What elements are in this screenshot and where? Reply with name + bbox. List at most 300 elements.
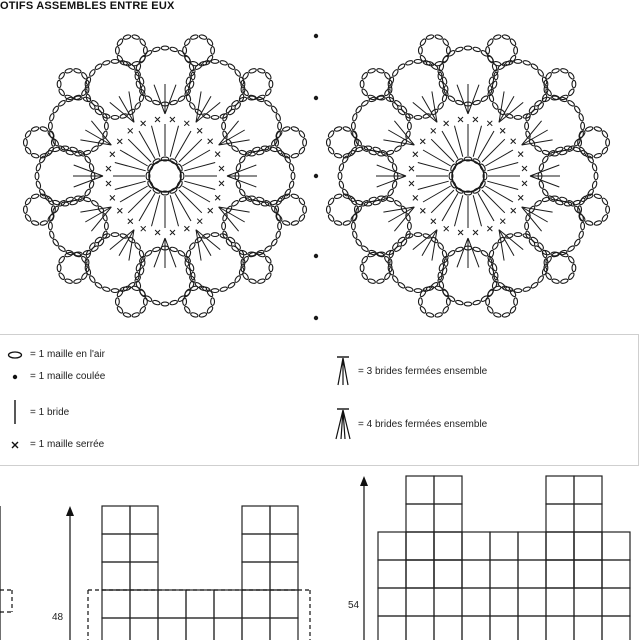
motif-2-outer-chain — [493, 312, 501, 318]
motif-1-treble — [182, 186, 210, 202]
motif-2-petal-chain — [352, 113, 358, 121]
motif-1-outer-chain — [24, 146, 32, 154]
legend-dc3-label: = 3 brides fermées ensemble — [358, 365, 488, 377]
motif-1-petal-chain — [102, 286, 110, 292]
single-crochet-icon — [6, 440, 24, 450]
right-chart-cell — [434, 560, 462, 588]
motif-1-outer-chain — [31, 126, 39, 132]
motif-1-petal-chain — [177, 95, 185, 103]
right-chart-cell — [518, 588, 546, 616]
motif-2-sc — [444, 121, 449, 126]
motif-1-outer-chain — [190, 61, 198, 67]
left-chart-cell — [130, 506, 158, 534]
motif-1-petal-chain — [219, 60, 227, 66]
motif-1-petal-chain — [227, 63, 235, 71]
motif-1-petal-chain — [134, 102, 142, 110]
right-chart-cell — [546, 560, 574, 588]
motif-2-sc — [458, 117, 463, 122]
motif-2-treble — [455, 126, 463, 157]
motif-2-petal-chain — [437, 102, 445, 110]
motif-2-petal-chain — [528, 105, 536, 113]
right-chart-cell — [490, 532, 518, 560]
motif-1-petal-chain — [89, 69, 97, 77]
right-chart-cell — [574, 532, 602, 560]
left-chart-cell — [214, 590, 242, 618]
motif-1-outer-chain — [248, 68, 256, 74]
motif-1-petal-chain — [169, 46, 177, 52]
motif-1-sc — [141, 226, 146, 231]
motif-1-center-chain — [147, 163, 154, 171]
right-chart-cell — [490, 560, 518, 588]
motif-2-petal-chain — [472, 100, 480, 106]
motif-1-petal-chain — [169, 246, 177, 252]
motif-2-petal-chain — [514, 289, 522, 293]
motif-2-petal-chain — [534, 145, 542, 153]
motif-2-petal-chain — [352, 222, 356, 230]
right-chart-cell — [602, 560, 630, 588]
motif-2-outer-chain — [568, 88, 576, 96]
motif-2-petal-chain — [530, 236, 538, 244]
join-slip-stitch — [314, 174, 318, 178]
motif-1-sc — [219, 166, 224, 171]
motif-1-treble — [170, 195, 178, 226]
motif-1-outer-chain — [248, 278, 256, 284]
motif-2-sc — [522, 181, 527, 186]
motif-2-petal-chain — [581, 222, 585, 230]
motif-2-sc — [518, 195, 523, 200]
motif-1-petal-chain — [111, 60, 119, 64]
motif-2-petal-chain — [472, 46, 480, 52]
motif-1-cluster-treble — [227, 165, 256, 176]
motif-1-petal-chain — [94, 63, 102, 71]
motif-2-cluster-treble — [530, 176, 559, 187]
motif-1-cluster-treble — [154, 238, 165, 267]
motif-1-petal-chain — [49, 113, 55, 121]
motif-1-treble — [115, 163, 146, 171]
motif-2-outer-chain — [509, 289, 517, 297]
motif-2-center-chain — [455, 187, 463, 194]
legend-dc — [6, 399, 69, 425]
motif-2-sc — [500, 219, 505, 224]
motif-2-outer-chain — [551, 278, 559, 284]
motif-1-outer-chain — [58, 88, 66, 96]
right-chart-cell — [574, 504, 602, 532]
motif-2-treble — [455, 195, 463, 226]
legend-dc3 — [334, 355, 487, 387]
motif-2-cluster-treble — [530, 165, 559, 176]
motif-1-outer-chain — [139, 306, 147, 314]
left-chart-cell — [158, 618, 186, 640]
motif-2-treble — [478, 193, 494, 221]
motif-2-center-chain — [472, 158, 480, 165]
motif-2-outer-chain — [442, 289, 450, 297]
motif-1-cluster-treble — [165, 238, 176, 267]
motif-2-outer-chain — [361, 272, 369, 280]
motif-2-treble — [442, 131, 458, 159]
motif-2-sc — [431, 128, 436, 133]
motif-2-petal-chain — [472, 246, 480, 252]
motif-1-petal-chain — [271, 105, 279, 113]
motif-1-petal-chain — [152, 46, 160, 52]
motif-1-outer-chain — [242, 272, 250, 280]
diagram-title: OTIFS ASSEMBLES ENTRE EUX — [0, 0, 175, 12]
motif-1-petal-chain — [111, 289, 119, 293]
motif-2-cluster-treble — [457, 238, 468, 267]
motif-2-outer-chain — [350, 214, 358, 222]
motif-2-petal-chain — [514, 60, 522, 64]
motif-1-petal-chain — [139, 250, 145, 258]
motif-2-petal-chain — [567, 245, 575, 253]
left-chart-cell — [102, 534, 130, 562]
motif-1-petal-chain — [222, 122, 226, 130]
motif-2-outer-chain — [442, 55, 450, 63]
motif-2-outer-chain — [327, 146, 335, 154]
motif-1-outer-chain — [40, 126, 48, 132]
motif-1-petal-chain — [89, 275, 97, 283]
left-chart-cell — [130, 590, 158, 618]
motif-1-outer-chain — [131, 61, 139, 67]
motif-1-center-chain — [176, 163, 183, 171]
motif-1-sc — [141, 121, 146, 126]
right-chart-cell — [434, 560, 462, 588]
motif-2-sc — [518, 152, 523, 157]
motif-2-outer-chain — [384, 88, 392, 96]
legend-sc-label: = 1 maille serrée — [30, 439, 105, 450]
motif-2-petal-chain — [592, 163, 598, 171]
motif-1-petal-chain — [111, 116, 119, 120]
motif-1-outer-chain — [139, 289, 147, 297]
motif-1-petal-chain — [177, 250, 185, 258]
motif-1-sc — [184, 226, 189, 231]
motif-2-sc — [500, 128, 505, 133]
motif-2-petal-chain — [414, 116, 422, 120]
motif-2-petal-chain — [338, 172, 342, 180]
motif-1-outer-chain — [190, 312, 198, 318]
left-arrow-head — [66, 506, 74, 516]
motif-2-petal-chain — [578, 230, 584, 238]
motif-1-petal-chain — [275, 113, 281, 121]
motif-1-outer-chain — [275, 130, 283, 138]
motif-1-outer-chain — [116, 298, 120, 306]
motif-1-petal-chain — [52, 105, 60, 113]
right-chart-cell — [574, 588, 602, 616]
motif-1-petal-chain — [211, 233, 219, 237]
motif-2-petal-chain — [464, 46, 472, 50]
motif-1-petal-chain — [231, 200, 239, 208]
motif-1-petal-chain — [264, 245, 272, 253]
right-chart-cell — [490, 588, 518, 616]
motif-2-outer-chain — [560, 68, 568, 74]
motif-1-outer-chain — [58, 272, 66, 280]
motif-1-cluster-treble — [227, 176, 256, 187]
right-chart-cell — [546, 504, 574, 532]
motif-1-treble — [175, 193, 191, 221]
motif-2-petal-chain — [352, 122, 356, 130]
left-chart-cell — [102, 506, 130, 534]
motif-1-outer-chain — [184, 306, 192, 314]
motif-1-outer-chain — [116, 289, 124, 297]
right-chart-cell — [434, 532, 462, 560]
motif-1-outer-chain — [31, 153, 39, 159]
motif-2-treble — [487, 181, 518, 189]
motif-1-sc — [117, 139, 122, 144]
motif-2-treble — [478, 131, 494, 159]
motif-1-outer-chain — [116, 55, 124, 63]
motif-2-petal-chain — [472, 300, 480, 306]
motif-1-petal-chain — [185, 94, 191, 102]
motif-2-petal-chain — [392, 69, 400, 77]
motif-1-outer-chain — [116, 306, 124, 314]
legend-chain-label: = 1 maille en l'air — [30, 349, 105, 360]
motif-1-outer-chain — [242, 256, 250, 264]
motif-1-petal-chain — [161, 302, 169, 306]
motif-2-outer-chain — [545, 72, 553, 80]
motif-1-outer-chain — [269, 80, 273, 88]
motif-2-outer-chain — [601, 214, 609, 222]
motif-1-petal-chain — [235, 180, 241, 188]
motif-1-outer-chain — [298, 214, 306, 222]
left-chart-cell — [242, 506, 270, 534]
motif-1-outer-chain — [184, 289, 192, 297]
motif-2-sc — [473, 117, 478, 122]
treble-stitch-icon — [6, 399, 24, 425]
motif-1-outer-chain — [57, 264, 61, 272]
motif-2-outer-chain — [545, 256, 553, 264]
motif-2-petal-chain — [538, 163, 544, 171]
motif-2-outer-chain — [594, 126, 602, 132]
motif-2-outer-chain — [426, 34, 434, 40]
motif-1-petal-chain — [94, 282, 102, 290]
right-chart-cell — [406, 476, 434, 504]
motif-2-petal-chain — [392, 180, 398, 188]
motif-1-sc — [197, 128, 202, 133]
motif-2-center-chain — [479, 180, 486, 188]
motif-1-outer-chain — [211, 298, 215, 306]
motif-2-outer-chain — [334, 126, 342, 132]
motif-1-outer-chain — [265, 72, 273, 80]
motif-1-outer-chain — [139, 55, 147, 63]
motif-2-petal-chain — [394, 245, 402, 253]
motif-1-petal-chain — [89, 102, 97, 110]
motif-1-outer-chain — [257, 278, 265, 284]
motif-2-sc — [522, 166, 527, 171]
motif-1-treble — [128, 190, 151, 213]
motif-2-petal-chain — [394, 200, 402, 208]
motif-1-outer-chain — [282, 126, 290, 132]
motif-1-outer-chain — [265, 256, 273, 264]
motif-1-petal-chain — [91, 245, 99, 253]
motif-1-outer-chain — [206, 38, 214, 46]
motif-2-sc — [511, 139, 516, 144]
motif-1-outer-chain — [81, 88, 89, 96]
motif-2-outer-chain — [502, 312, 510, 318]
motif-1-petal-chain — [278, 222, 282, 230]
motif-1-petal-chain — [289, 180, 295, 188]
legend-panel — [0, 334, 639, 466]
right-chart-cell — [434, 588, 462, 616]
motif-1-outer-chain — [269, 264, 273, 272]
motif-2-petal-chain — [392, 102, 400, 110]
motif-1-petal-chain — [49, 222, 53, 230]
motif-2-sc — [511, 208, 516, 213]
left-chart-cell — [186, 618, 214, 640]
motif-1-petal-chain — [235, 163, 241, 171]
motif-1-petal-chain — [152, 100, 160, 106]
motif-1-petal-chain — [219, 286, 227, 292]
motif-2-outer-chain — [585, 126, 593, 132]
motif-1-petal-chain — [89, 180, 95, 188]
left-chart-cell — [214, 618, 242, 640]
left-chart-cell — [186, 590, 214, 618]
motif-1-outer-chain — [57, 80, 61, 88]
right-chart-cell — [574, 476, 602, 504]
right-chart-cell — [406, 504, 434, 532]
right-chart-cell — [602, 588, 630, 616]
motif-2-outer-chain — [578, 214, 586, 222]
motif-2-treble — [423, 150, 451, 166]
motif-1-outer-chain — [73, 278, 81, 284]
motif-2-outer-chain — [419, 38, 427, 46]
motif-1-treble — [128, 139, 151, 162]
motif-2-outer-chain — [487, 55, 495, 63]
right-chart-cell — [546, 560, 574, 588]
motif-1-sc — [219, 181, 224, 186]
motif-1-outer-chain — [58, 72, 66, 80]
motif-2-petal-chain — [530, 282, 538, 290]
motif-2-petal-chain — [594, 172, 598, 180]
motif-1-outer-chain — [199, 34, 207, 40]
motif-1-outer-chain — [242, 88, 250, 96]
motif-2-sc — [409, 166, 414, 171]
motif-2-petal-chain — [525, 222, 529, 230]
motif-2-petal-chain — [414, 289, 422, 293]
motif-2-petal-chain — [400, 238, 408, 246]
motif-1-petal-chain — [91, 200, 99, 208]
motif-2-sc — [487, 226, 492, 231]
motif-2-treble — [485, 150, 513, 166]
motif-1-center-chain — [152, 187, 160, 194]
motif-2-outer-chain — [419, 55, 427, 63]
motif-2-treble — [473, 126, 481, 157]
right-chart-cell — [434, 616, 462, 640]
motif-1-petal-chain — [264, 100, 272, 108]
motif-1-outer-chain — [211, 47, 215, 55]
motif-2-center-chain — [472, 187, 480, 194]
motif-1-outer-chain — [257, 68, 265, 74]
motif-1-outer-chain — [131, 34, 139, 40]
legend-chain — [6, 349, 105, 360]
right-chart-cell — [546, 588, 574, 616]
right-chart-cell — [378, 616, 406, 640]
motif-1-outer-chain — [64, 68, 72, 74]
motif-1-outer-chain — [206, 289, 214, 297]
motif-1-cluster-treble — [74, 176, 103, 187]
motif-2-outer-chain — [568, 256, 576, 264]
motif-2-outer-chain — [493, 61, 501, 67]
motif-2-outer-chain — [572, 80, 576, 88]
motif-1-petal-chain — [211, 116, 219, 120]
motif-1-treble — [115, 181, 146, 189]
motif-1-outer-chain — [24, 139, 28, 147]
right-chart-cell — [574, 532, 602, 560]
motif-1-outer-chain — [291, 153, 299, 159]
left-chart-cell — [270, 562, 298, 590]
motif-1-treble — [179, 139, 202, 162]
motif-1-cluster-treble — [154, 85, 165, 114]
left-chart-cell — [130, 618, 158, 640]
motif-2-outer-chain — [585, 220, 593, 226]
motif-1-sc — [215, 195, 220, 200]
motif-2-outer-chain — [327, 130, 335, 138]
motif-1-treble — [139, 193, 155, 221]
motif-1-sc — [110, 195, 115, 200]
motif-2-outer-chain — [606, 206, 610, 214]
motif-2-treble — [431, 190, 454, 213]
row-number-right: 54 — [348, 600, 360, 611]
motif-1-outer-chain — [206, 55, 214, 63]
four-treble-cluster-icon — [334, 407, 352, 441]
motif-2-petal-chain — [414, 60, 422, 64]
motif-1-treble — [139, 131, 155, 159]
motif-1-center-chain — [152, 158, 160, 165]
chain-stitch-icon — [6, 351, 24, 359]
motif-2-petal-chain — [581, 122, 585, 130]
motif-1-treble — [184, 163, 215, 171]
motif-1-sc — [155, 117, 160, 122]
right-chart-cell — [574, 560, 602, 588]
three-treble-cluster-icon — [334, 355, 352, 387]
motif-1-outer-chain — [265, 88, 273, 96]
motif-1-petal-chain — [234, 69, 242, 77]
motif-1-cluster-treble — [74, 165, 103, 176]
motif-1-outer-chain — [303, 139, 307, 147]
motif-2-outer-chain — [545, 88, 553, 96]
motif-1-sc — [128, 219, 133, 224]
motif-2-petal-chain — [392, 163, 398, 171]
motif-1-petal-chain — [97, 238, 105, 246]
left-chart-cell — [270, 534, 298, 562]
motif-2-petal-chain — [542, 155, 550, 163]
motif-2-outer-chain — [606, 139, 610, 147]
motif-2-petal-chain — [437, 242, 445, 250]
motif-2-outer-chain — [601, 130, 609, 138]
motif-2-petal-chain — [338, 163, 344, 171]
motif-2-outer-chain — [384, 72, 392, 80]
motif-1-petal-chain — [234, 242, 242, 250]
motif-2-petal-chain — [574, 238, 582, 246]
motif-1-petal-chain — [84, 188, 92, 196]
motif-1-petal-chain — [105, 122, 109, 130]
left-chart-cell — [158, 590, 186, 618]
motif-1-petal-chain — [144, 95, 152, 103]
motif-2-petal-chain — [447, 95, 455, 103]
right-chart-cell — [574, 616, 602, 640]
right-chart-cell — [602, 616, 630, 640]
motif-2-center-ring — [452, 160, 484, 192]
motif-2-petal-chain — [578, 113, 584, 121]
motif-2-petal-chain — [574, 105, 582, 113]
motif-2-outer-chain — [601, 146, 609, 154]
motif-1-treble — [170, 126, 178, 157]
left-chart-cell — [242, 562, 270, 590]
motif-1-outer-chain — [298, 130, 306, 138]
motif-2-petal-chain — [514, 233, 522, 237]
motif-2-petal-chain — [537, 275, 545, 283]
motif-1-petal-chain — [289, 163, 295, 171]
motif-2-sc — [420, 139, 425, 144]
motif-1-petal-chain — [234, 275, 242, 283]
motif-1-sc — [197, 219, 202, 224]
